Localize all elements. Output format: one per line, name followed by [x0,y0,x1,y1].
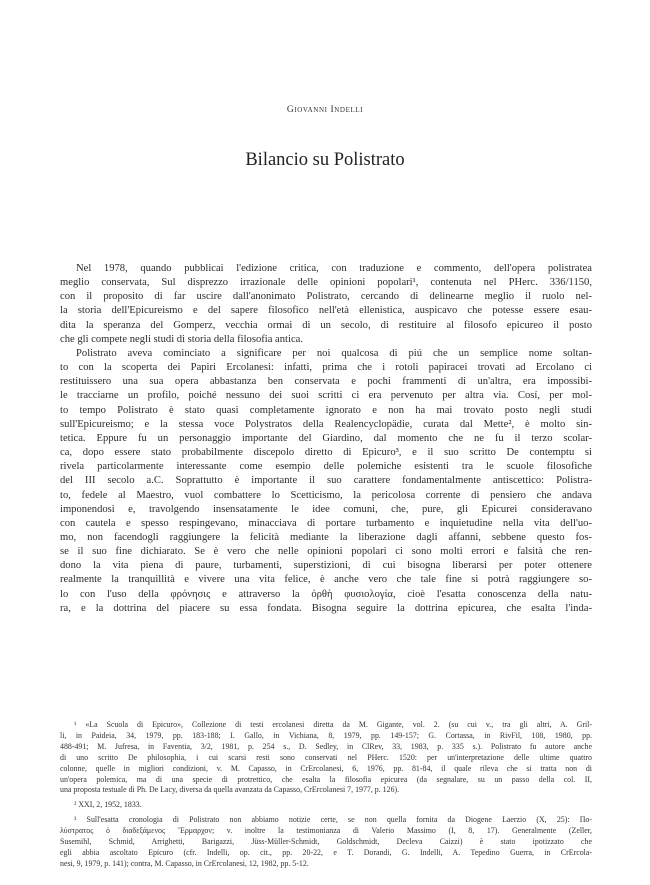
text-line: con il proposito di far uscire dall'anonimato Polistrato, cercando di delinearne meglio il ruolo nel- [60,291,592,303]
text-line: to con la scoperta dei Papiri Ercolanesi: infatti, prima che i rotoli papiracei trovati ad Ercolano ci [60,362,592,374]
text-line: imponendosi e, travolgendo insensatamente le idee comuni, che, pure, gli Epicurei consideravano [60,503,592,515]
footnote-line: Susemihl, Schmid, Arrighetti, Barigazzi, Jüss-Müller-Schmidt, Goldschmidt, Decleva Caizzi) è stato ipotizzato che [60,837,592,847]
footnote-line: 488-491; M. Jufresa, in Faventia, 3/2, 1981, p. 254 s., D. Sedley, in ClRev, 33, 1983, p. 335 s.). Polistrato fu autore anche [60,741,592,751]
text-line: che gli compete negli studi di storia della filosofia antica. [60,333,303,345]
text-line: le tracciarne un profilo, poiché nessuno dei suoi scritti ci era pervenuto per altra via. Cosí, per mol- [60,390,592,402]
paragraph-2 [60,347,592,616]
footnote-1 [60,720,592,796]
footnote-line: li, in Paideia, 34, 1979, pp. 183-188; I. Gallo, in Vichiana, 8, 1979, pp. 149-157; G. Cortassa, in RivFil, 108, 1980, pp. [60,730,592,740]
footnote-3 [60,815,592,870]
footnotes [60,720,592,874]
text-line: sull'Epicureismo; e la stessa voce Polystratos della Realencyclopädie, curata dal Mette², è molto sin- [60,418,592,430]
footnote-2 [60,800,592,811]
text-line: dita la speranza del Gomperz, vecchia ormai di un secolo, di restituire al filosofo epicureo il posto [60,319,592,331]
text-line: restituissero una sua opera abbastanza ben conservata e pochi frammenti di un'altra, era impossibi- [60,376,592,388]
text-line: to, fedele al Maestro, vuol combattere lo Scetticismo, la pericolosa corrente di pensiero che andava [60,489,592,501]
text-line: se il suo fine dichiarato. Se è vero che nelle opinioni popolari ci sono molti errori e falsità che ren- [60,546,592,558]
paragraph-1 [60,262,592,347]
body-text [60,262,592,616]
text-line: Polistrato aveva cominciato a significare per noi qualcosa di piú che un semplice nome soltan- [76,347,592,359]
text-line: meglio conservata, Sul disprezzo irrazionale delle opinioni popolari¹, contenuta nel PHerc. 336/1150, [60,277,592,289]
footnote-line: un'opera polemica, ma di una specie di protrettico, che esalta la filosofia epicurea (da segnalare, su un passo della col. II, [60,774,592,784]
text-line: lo con l'uso della φρόνησις e attraverso la ὀρθὴ φυσιολογία, cioè l'esatta conoscenza della natu- [60,588,592,600]
text-line: dono la vita piena di paure, turbamenti, superstizioni, di cui bisogna liberarsi per poter ottenere [60,560,592,572]
text-line: ra, e la dottrina del piacere su essa fondata. Bisogna seguire la dottrina epicurea, che esalta l'inda- [60,602,592,614]
text-line: mo, non facendogli raggiungere la felicità mediante la liberazione dagli affanni, sebbene questo fos- [60,531,592,543]
footnote-line: colonne, quelle in migliori condizioni, v. M. Capasso, in CrErcolanesi, 6, 1976, pp. 81-84, il quale rileva che si tratta non di [60,763,592,773]
text-line: rivela particolarmente interessante come esempio delle polemiche esistenti tra le scuole filosofiche [60,461,592,473]
chapter-title: Bilancio su Polistrato [245,150,405,170]
footnote-line: ³ Sull'esatta cronologia di Polistrato non abbiamo notizie certe, se non quella fornita da Diogene Laerzio (X, 25): Πο- [74,815,592,825]
footnote-line: ¹ «La Scuola di Epicuro», Collezione di testi ercolanesi diretta da M. Gigante, vol. 2. (su cui v., tra gli altri, A. Gril- [74,720,592,729]
text-line: del III secolo a.C. Soprattutto è importante il suo carattere fondamentalmente antiscettico: Polistra- [60,475,592,487]
text-line: Nel 1978, quando pubblicai l'edizione critica, con traduzione e commento, dell'opera polistratea [76,263,592,274]
footnote-line: di uno scritto De philosophia, i cui scarsi resti sono conservati nel PHerc. 1520: per un'interpretazione delle ultime quattro [60,752,592,762]
footnote-line: λύστρατος ὁ διαδεξάμενος Ἕρμαρχον; v. inoltre la testimonianza di Valerio Massimo (I, 8, 17). Generalmente (Zeller, [60,826,592,836]
text-line: ca, dopo essere stato probabilmente discepolo diretto di Epicuro³, e il suo scritto De contemptu si [60,447,592,459]
footnote-line: egli abbia ascoltato Epicuro (cfr. Indelli, op. cit., pp. 20-22, e T. Dorandi, G. Indelli, A. Tepedino Guerra, in CrErcola- [60,847,592,857]
footnote-line: ² XXI, 2, 1952, 1833. [74,800,142,810]
text-line: la storia dell'Epicureismo e del sapere filosofico nell'età ellenistica, auspicavo che potesse essere esau- [60,305,592,317]
text-line: realmente la tranquillità e vivere una vita felice, è anche vero che tale fine si potrà raggiungere so- [60,574,592,586]
text-line: con cautela e spesso respingevano, minacciava di portare turbamento e inquietudine nella vita dell'uo- [60,517,592,529]
text-line: to tempo Polistrato è stato quasi completamente ignorato e non ha mai trovato posto negli studi [60,404,592,416]
footnote-line: nesi, 9, 1979, p. 141); contra, M. Capasso, in CrErcolanesi, 12, 1982, pp. 5-12. [60,858,309,868]
text-line: tetica. Eppure fu un personaggio importante del Giardino, dal momento che ne fu il terzo scolar- [60,432,592,444]
author-name: Giovanni Indelli [286,105,364,115]
footnote-line: una proposta testuale di Ph. De Lacy, diversa da quella avanzata da Capasso, CrErcolanesi 7, 1977, p. 126). [60,785,400,795]
